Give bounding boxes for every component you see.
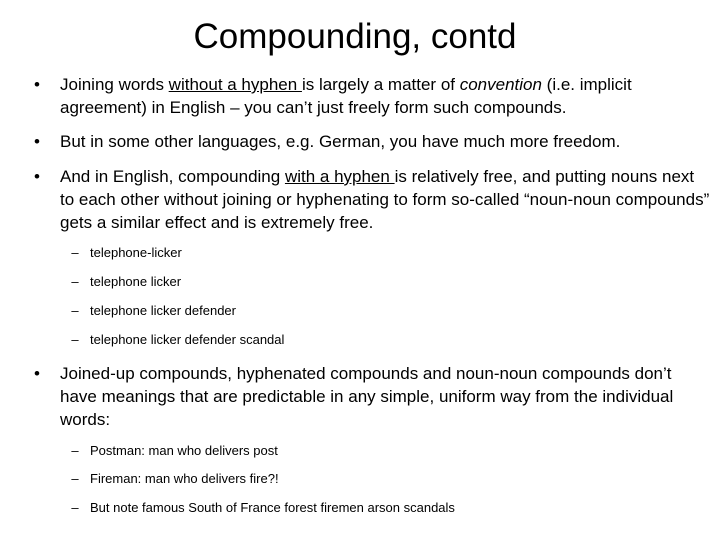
bullet-text-pre: Joining words	[60, 75, 169, 94]
sub-item-text: telephone licker defender scandal	[90, 332, 285, 347]
bullet-meanings	[34, 362, 710, 431]
bullet-dot: •	[34, 364, 40, 383]
sub-item-example	[71, 273, 690, 291]
sub-dash: –	[71, 471, 79, 486]
sub-dash: –	[71, 332, 79, 347]
bullet-hyphen-compounding	[34, 165, 710, 234]
slide-title: Compounding, contd	[193, 17, 517, 56]
sub-item-text: telephone licker defender	[90, 303, 236, 318]
sub-item-meaning	[71, 499, 690, 517]
sub-item-example	[71, 302, 690, 320]
sub-item-example	[71, 244, 690, 262]
sub-dash: –	[71, 303, 79, 318]
bullet-text-post: is relatively free, and putting nouns next to each other without joining or hyphenating to form so-called “noun-noun compounds” gets a similar effect and is extremely free.	[60, 167, 710, 232]
bullet-dot: •	[34, 132, 40, 151]
sub-item-text: telephone-licker	[90, 245, 182, 260]
sub-item-text: Postman: man who delivers post	[90, 443, 278, 458]
bullet-text-pre: And in English, compounding	[60, 167, 285, 186]
sub-item-text: telephone licker	[90, 274, 182, 289]
sub-dash: –	[71, 245, 79, 260]
bullet-text-mid: is largely a matter of	[301, 75, 460, 94]
sub-dash: –	[71, 274, 79, 289]
sub-item-meaning	[71, 442, 690, 460]
sub-dash: –	[71, 443, 79, 458]
sub-item-example	[71, 331, 690, 349]
bullet-joining-words	[34, 73, 710, 119]
bullet-dot: •	[34, 75, 40, 94]
sub-item-text: But note famous South of France forest firemen arson scandals	[90, 500, 455, 515]
sub-dash: –	[71, 500, 79, 515]
bullet-text-underlined: with a hyphen	[284, 167, 395, 186]
bullet-dot: •	[34, 167, 40, 186]
bullet-text-post: (i.e. implicit agreement) in English – you can’t just freely form such compounds.	[60, 75, 632, 117]
sub-item-meaning	[71, 470, 690, 488]
bullet-text-underlined: without a hyphen	[168, 75, 302, 94]
bullet-other-languages	[34, 130, 710, 153]
sub-item-text: Fireman: man who delivers fire?!	[90, 471, 279, 486]
bullet-text-italic: convention	[459, 75, 542, 94]
bullet-text: But in some other languages, e.g. German, you have much more freedom.	[60, 132, 621, 151]
bullet-text: Joined-up compounds, hyphenated compounds and noun-noun compounds don’t have meanings that are predictable in any simple, uniform way from the individual words:	[60, 364, 674, 429]
